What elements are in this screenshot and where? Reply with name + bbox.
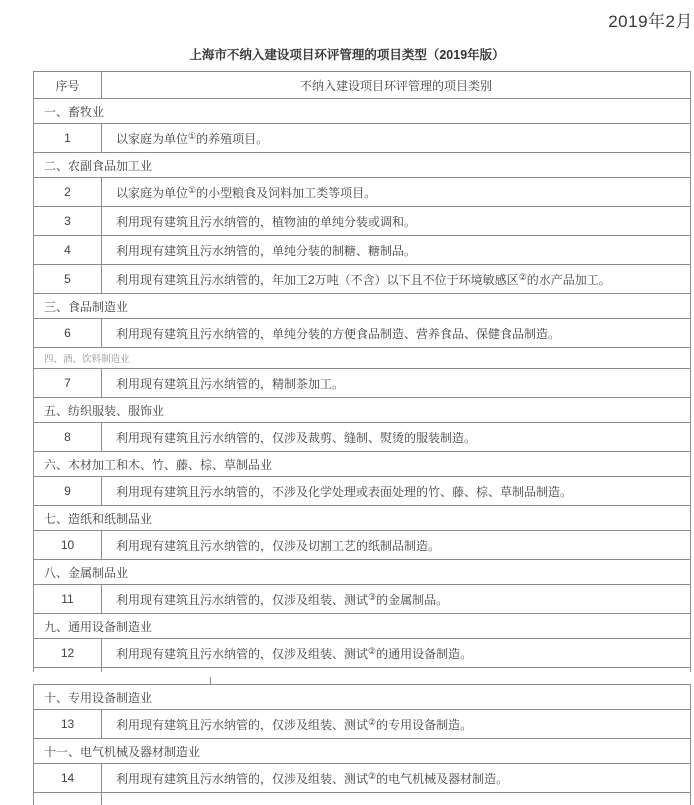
table-row xyxy=(34,710,691,739)
section-header-label: 六、木材加工和木、竹、藤、棕、草制品业 xyxy=(34,452,691,477)
row-category-text: 利用现有建筑且污水纳管的，仅涉及组装、测试②的通用设备制造。 xyxy=(102,639,691,668)
section-header-row xyxy=(34,99,691,124)
table-row xyxy=(34,764,691,793)
section-header-label: 四、酒、饮料制造业 xyxy=(34,348,691,369)
page-title: 上海市不纳入建设项目环评管理的项目类型（2019年版） xyxy=(0,45,694,63)
category-table-segment-1 xyxy=(33,71,691,672)
row-category-text: 以家庭为单位①的养殖项目。 xyxy=(102,124,691,153)
row-category-text: 利用现有建筑且污水纳管的，不涉及化学处理或表面处理的竹、藤、棕、草制品制造。 xyxy=(102,477,691,506)
section-header-row xyxy=(34,614,691,639)
section-header-row xyxy=(34,294,691,319)
row-serial-number: 6 xyxy=(34,319,102,348)
row-serial-number: 10 xyxy=(34,531,102,560)
column-header-serial: 序号 xyxy=(34,72,102,99)
row-serial-number: 11 xyxy=(34,585,102,614)
table-row xyxy=(34,531,691,560)
row-serial-number: 12 xyxy=(34,639,102,668)
row-serial-number: 4 xyxy=(34,236,102,265)
cut-off-row xyxy=(34,793,691,805)
table-row xyxy=(34,178,691,207)
table-row xyxy=(34,265,691,294)
row-serial-number: 13 xyxy=(34,710,102,739)
row-serial-number: 8 xyxy=(34,423,102,452)
row-serial-number: 7 xyxy=(34,369,102,398)
table-row xyxy=(34,423,691,452)
row-serial-number: 1 xyxy=(34,124,102,153)
row-serial-number: 5 xyxy=(34,265,102,294)
section-header-label: 八、金属制品业 xyxy=(34,560,691,585)
row-category-text: 利用现有建筑且污水纳管的，仅涉及组装、测试②的电气机械及器材制造。 xyxy=(102,764,691,793)
section-header-label: 二、农副食品加工业 xyxy=(34,153,691,178)
row-category-text: 利用现有建筑且污水纳管的，年加工2万吨（不含）以下且不位于环境敏感区②的水产品加工。 xyxy=(102,265,691,294)
section-header-row xyxy=(34,506,691,531)
row-category-text: 利用现有建筑且污水纳管的，仅涉及组装、测试②的专用设备制造。 xyxy=(102,710,691,739)
row-category-text: 以家庭为单位①的小型粮食及饲料加工类等项目。 xyxy=(102,178,691,207)
section-header-label: 十、专用设备制造业 xyxy=(34,685,691,710)
row-category-text: 利用现有建筑且污水纳管的，单纯分装的制糖、糖制品。 xyxy=(102,236,691,265)
page-break-artifact xyxy=(210,677,211,684)
row-category-text: 利用现有建筑且污水纳管的，单纯分装的方便食品制造、营养食品、保健食品制造。 xyxy=(102,319,691,348)
table-row xyxy=(34,585,691,614)
table-row xyxy=(34,319,691,348)
section-header-label: 一、畜牧业 xyxy=(34,99,691,124)
section-header-row xyxy=(34,153,691,178)
section-header-label: 十一、电气机械及器材制造业 xyxy=(34,739,691,764)
table-row xyxy=(34,369,691,398)
row-category-text: 利用现有建筑且污水纳管的，仅涉及组装、测试③的金属制品。 xyxy=(102,585,691,614)
table-header-row xyxy=(34,72,691,99)
row-serial-number: 14 xyxy=(34,764,102,793)
table-row xyxy=(34,124,691,153)
section-header-row xyxy=(34,685,691,710)
row-serial-number: 3 xyxy=(34,207,102,236)
section-header-row xyxy=(34,560,691,585)
section-header-label: 九、通用设备制造业 xyxy=(34,614,691,639)
section-header-row xyxy=(34,452,691,477)
section-header-label: 七、造纸和纸制品业 xyxy=(34,506,691,531)
table-row xyxy=(34,639,691,668)
section-header-label: 五、纺织服装、服饰业 xyxy=(34,398,691,423)
table-row xyxy=(34,477,691,506)
row-category-text: 利用现有建筑且污水纳管的，仅涉及裁剪、缝制、熨烫的服装制造。 xyxy=(102,423,691,452)
document-date: 2019年2月 xyxy=(0,0,694,32)
row-serial-number: 2 xyxy=(34,178,102,207)
row-category-text: 利用现有建筑且污水纳管的，精制茶加工。 xyxy=(102,369,691,398)
section-header-row xyxy=(34,348,691,369)
section-header-row xyxy=(34,398,691,423)
row-category-text: 利用现有建筑且污水纳管的，仅涉及切割工艺的纸制品制造。 xyxy=(102,531,691,560)
page-break-gap xyxy=(0,672,694,684)
column-header-category: 不纳入建设项目环评管理的项目类别 xyxy=(102,72,691,99)
row-category-text: 利用现有建筑且污水纳管的，植物油的单纯分装或调和。 xyxy=(102,207,691,236)
table-row xyxy=(34,236,691,265)
section-header-row xyxy=(34,739,691,764)
category-table-segment-2 xyxy=(33,684,691,805)
section-header-label: 三、食品制造业 xyxy=(34,294,691,319)
row-serial-number: 9 xyxy=(34,477,102,506)
table-row xyxy=(34,207,691,236)
